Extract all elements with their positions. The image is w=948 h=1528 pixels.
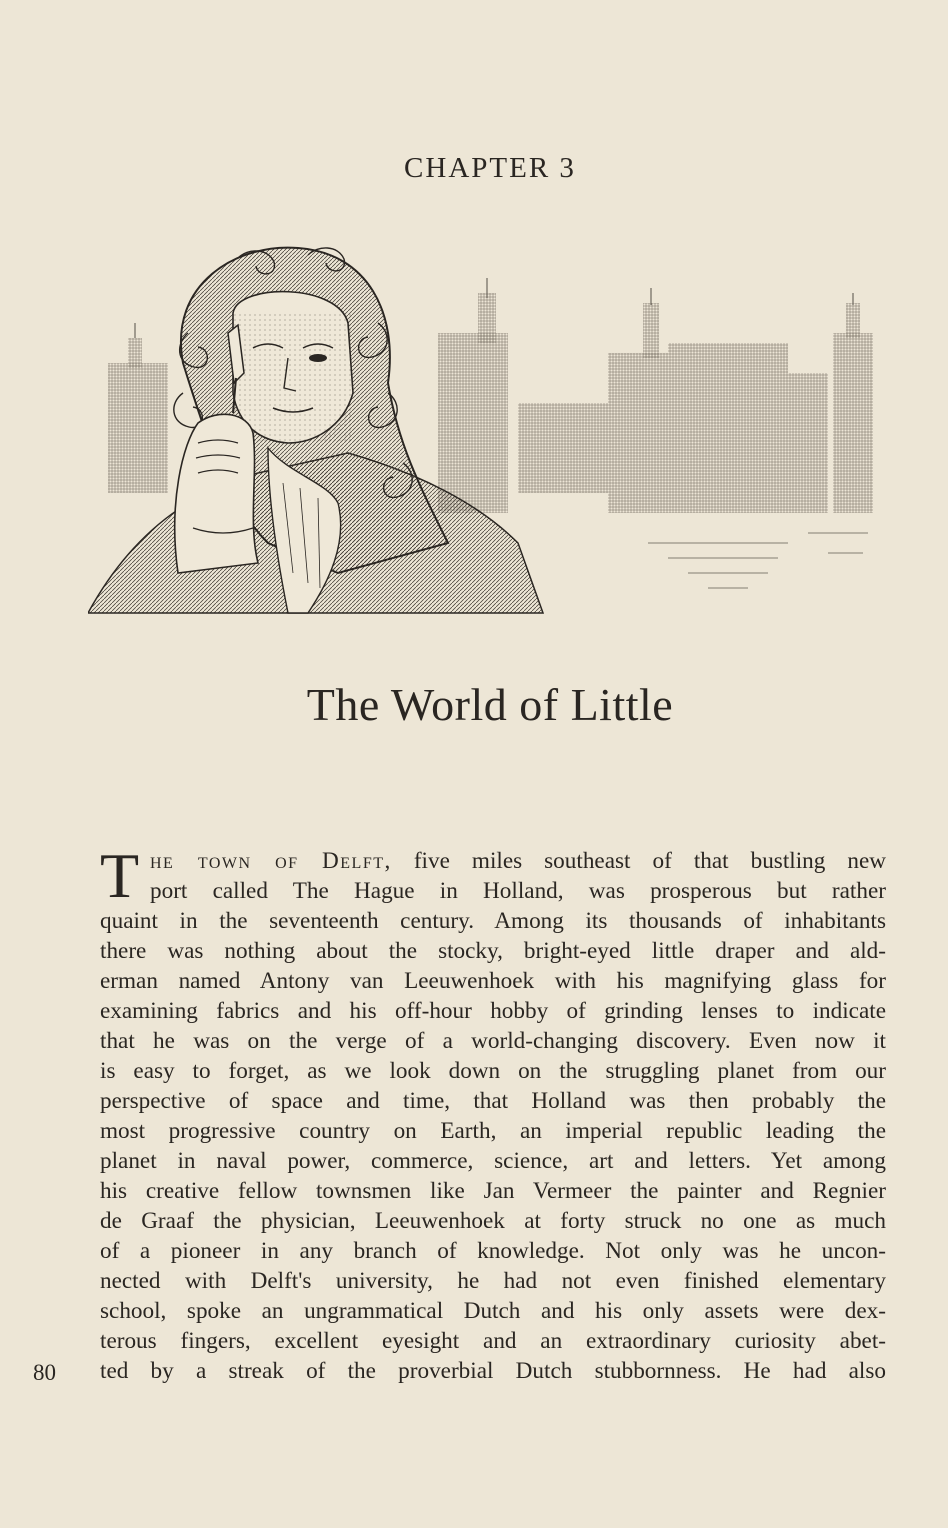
text-line: quaint in the seventeenth century. Among its thousands of inhabitants (100, 908, 886, 934)
page-number: 80 (33, 1360, 56, 1385)
text-line: port called The Hague in Holland, was prosperous but rather (150, 878, 886, 904)
opening-small-caps: he town of Delft, (150, 848, 392, 874)
text-line: most progressive country on Earth, an imperial republic leading the (100, 1118, 886, 1144)
text-line: ted by a streak of the proverbial Dutch stubbornness. He had also (100, 1358, 886, 1384)
text-line: nected with Delft's university, he had not even finished elementary (100, 1268, 886, 1294)
text-line: school, spoke an ungrammatical Dutch and his only assets were dex- (100, 1298, 886, 1324)
chapter-title: The World of Little (306, 679, 674, 730)
text-line: examining fabrics and his off-hour hobby of grinding lenses to indicate (100, 998, 886, 1024)
text-line: erman named Antony van Leeuwenhoek with his magnifying glass for (100, 968, 886, 994)
chapter-label: CHAPTER 3 (404, 152, 576, 184)
text-line: his creative fellow townsmen like Jan Vermeer the painter and Regnier (100, 1178, 886, 1204)
text-line: is easy to forget, as we look down on the struggling planet from our (100, 1058, 886, 1084)
text-line: of a pioneer in any branch of knowledge. Not only was he uncon- (100, 1238, 886, 1264)
text-line: perspective of space and time, that Holland was then probably the (100, 1088, 886, 1114)
text-line: de Graaf the physician, Leeuwenhoek at forty struck no one as much (100, 1208, 886, 1234)
text-line: terous fingers, excellent eyesight and an extraordinary curiosity abet- (100, 1328, 886, 1354)
text-line: he town of Delft, five miles southeast of that bustling new (150, 848, 886, 874)
text-line: there was nothing about the stocky, bright-eyed little draper and ald- (100, 938, 886, 964)
drop-cap: T (100, 840, 140, 911)
text-line: planet in naval power, commerce, science, art and letters. Yet among (100, 1148, 886, 1174)
body-text (100, 840, 886, 1386)
leeuwenhoek-engraving (88, 243, 880, 635)
text-line: that he was on the verge of a world-changing discovery. Even now it (100, 1028, 886, 1054)
